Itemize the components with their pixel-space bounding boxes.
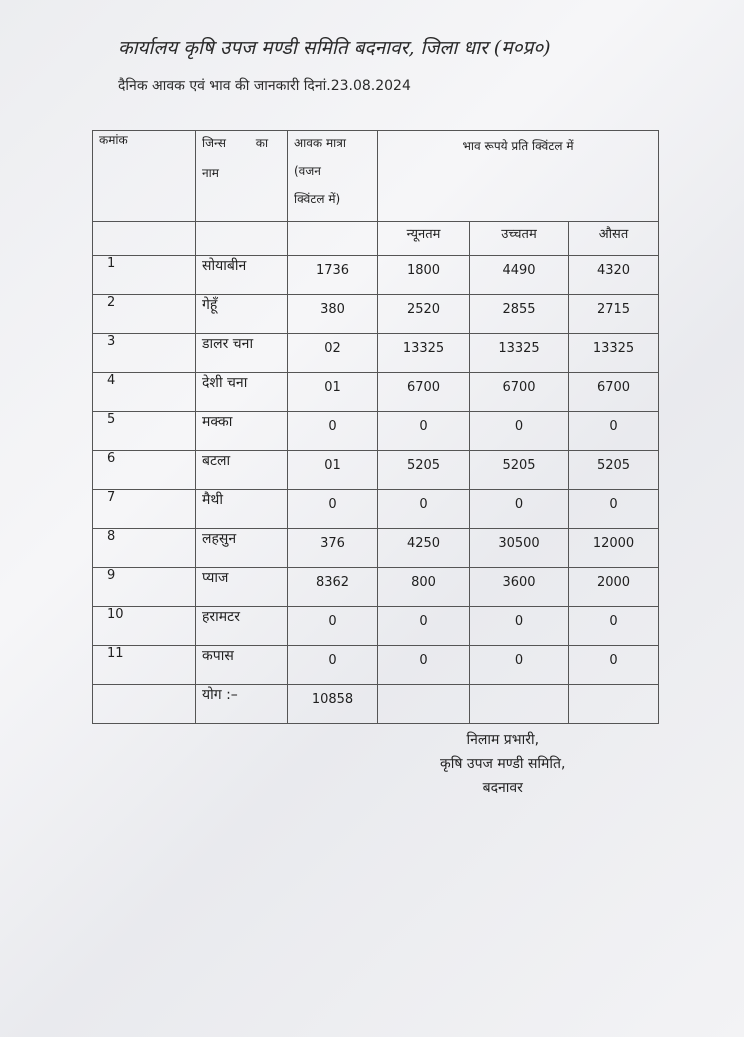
row-commodity: गेहूँ — [196, 295, 288, 334]
row-max: 5205 — [470, 451, 569, 490]
row-min: 1800 — [378, 256, 470, 295]
header-serial — [93, 131, 196, 222]
header-avg: औसत — [569, 222, 659, 256]
row-avg: 5205 — [569, 451, 659, 490]
row-serial: 2 — [93, 295, 196, 334]
row-serial: 3 — [93, 334, 196, 373]
row-commodity: मक्का — [196, 412, 288, 451]
row-avg: 0 — [569, 412, 659, 451]
row-serial: 5 — [93, 412, 196, 451]
row-max: 0 — [470, 607, 569, 646]
row-commodity: लहसुन — [196, 529, 288, 568]
table-row — [93, 568, 659, 607]
row-min: 0 — [378, 646, 470, 685]
table-row — [93, 373, 659, 412]
row-min: 5205 — [378, 451, 470, 490]
total-empty-avg — [569, 685, 659, 724]
row-commodity: कपास — [196, 646, 288, 685]
row-commodity: सोयाबीन — [196, 256, 288, 295]
table-row — [93, 256, 659, 295]
row-commodity: प्याज — [196, 568, 288, 607]
row-arrival: 376 — [288, 529, 378, 568]
table-row — [93, 529, 659, 568]
subheader-empty-2 — [196, 222, 288, 256]
total-arrival: 10858 — [288, 685, 378, 724]
row-avg: 6700 — [569, 373, 659, 412]
row-serial: 1 — [93, 256, 196, 295]
row-arrival: 0 — [288, 412, 378, 451]
row-min: 6700 — [378, 373, 470, 412]
subheader-empty-1 — [93, 222, 196, 256]
row-serial: 9 — [93, 568, 196, 607]
header-max: उच्चतम — [470, 222, 569, 256]
header-price-group — [378, 131, 659, 222]
header-arrival-line3: क्विंटल में) — [294, 192, 341, 206]
row-arrival: 380 — [288, 295, 378, 334]
row-arrival: 01 — [288, 373, 378, 412]
row-serial: 6 — [93, 451, 196, 490]
header-arrival-line2: (वजन — [294, 164, 321, 178]
header-commodity — [196, 131, 288, 222]
row-max: 6700 — [470, 373, 569, 412]
row-arrival: 01 — [288, 451, 378, 490]
row-arrival: 02 — [288, 334, 378, 373]
row-min: 0 — [378, 607, 470, 646]
signature-block — [440, 728, 566, 800]
row-commodity: डालर चना — [196, 334, 288, 373]
row-commodity: देशी चना — [196, 373, 288, 412]
row-arrival: 8362 — [288, 568, 378, 607]
row-arrival: 1736 — [288, 256, 378, 295]
total-empty-serial — [93, 685, 196, 724]
table-row — [93, 334, 659, 373]
signature-line2: कृषि उपज मण्डी समिति, — [440, 756, 566, 772]
row-avg: 4320 — [569, 256, 659, 295]
row-min: 0 — [378, 490, 470, 529]
row-commodity: हरामटर — [196, 607, 288, 646]
row-min: 800 — [378, 568, 470, 607]
row-serial: 7 — [93, 490, 196, 529]
header-row — [93, 131, 659, 222]
row-max: 0 — [470, 646, 569, 685]
table-row — [93, 490, 659, 529]
row-min: 0 — [378, 412, 470, 451]
row-avg: 2715 — [569, 295, 659, 334]
subheader-row — [93, 222, 659, 256]
subheader-empty-3 — [288, 222, 378, 256]
row-max: 0 — [470, 490, 569, 529]
row-min: 4250 — [378, 529, 470, 568]
row-max: 13325 — [470, 334, 569, 373]
total-empty-min — [378, 685, 470, 724]
row-commodity: बटला — [196, 451, 288, 490]
row-avg: 2000 — [569, 568, 659, 607]
row-avg: 13325 — [569, 334, 659, 373]
row-arrival: 0 — [288, 490, 378, 529]
office-title: कार्यालय कृषि उपज मण्डी समिति बदनावर, जिला धार (म०प्र०) — [118, 37, 551, 59]
total-label: योग :– — [196, 685, 288, 724]
row-serial: 8 — [93, 529, 196, 568]
row-min: 13325 — [378, 334, 470, 373]
rates-table — [92, 130, 659, 724]
row-avg: 0 — [569, 607, 659, 646]
row-arrival: 0 — [288, 646, 378, 685]
row-max: 30500 — [470, 529, 569, 568]
row-max: 4490 — [470, 256, 569, 295]
row-min: 2520 — [378, 295, 470, 334]
header-min: न्यूनतम — [378, 222, 470, 256]
table-row — [93, 646, 659, 685]
header-price-group-label: भाव रूपये प्रति क्विंटल में — [462, 139, 574, 153]
row-max: 3600 — [470, 568, 569, 607]
header-arrival-line1: आवक मात्रा — [294, 136, 346, 150]
row-avg: 0 — [569, 646, 659, 685]
total-empty-max — [470, 685, 569, 724]
header-serial-label: कमांक — [99, 133, 128, 147]
row-serial: 10 — [93, 607, 196, 646]
table-row — [93, 412, 659, 451]
row-arrival: 0 — [288, 607, 378, 646]
row-commodity: मैथी — [196, 490, 288, 529]
table-row — [93, 295, 659, 334]
header-commodity-line2: नाम — [202, 166, 219, 180]
table-row — [93, 607, 659, 646]
total-row — [93, 685, 659, 724]
row-serial: 4 — [93, 373, 196, 412]
row-avg: 0 — [569, 490, 659, 529]
row-max: 2855 — [470, 295, 569, 334]
header-commodity-line1: जिन्स का — [202, 136, 269, 150]
signature-line1: निलाम प्रभारी, — [466, 732, 540, 748]
table-row — [93, 451, 659, 490]
row-max: 0 — [470, 412, 569, 451]
header-arrival — [288, 131, 378, 222]
report-subtitle: दैनिक आवक एवं भाव की जानकारी दिनां.23.08.2024 — [118, 78, 411, 94]
row-serial: 11 — [93, 646, 196, 685]
signature-line3: बदनावर — [482, 780, 523, 796]
row-avg: 12000 — [569, 529, 659, 568]
